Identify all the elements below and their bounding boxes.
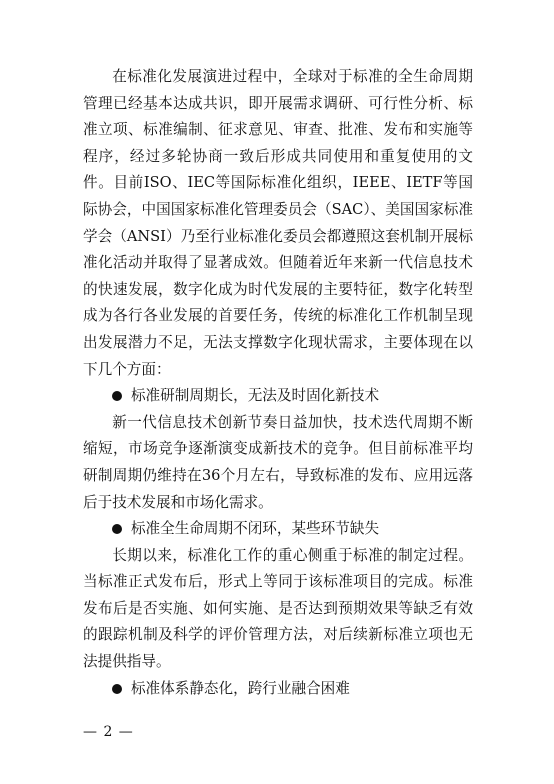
bullet-dot-icon (112, 524, 122, 534)
bullet-item-3 (83, 676, 473, 703)
bullet-text-1: 标准研制周期长，无法及时固化新技术 (130, 387, 380, 405)
body-text (83, 64, 473, 702)
bullet-dot-icon (112, 684, 122, 694)
page-number: — 2 — (83, 724, 134, 740)
bullet-item-1 (83, 383, 473, 410)
bullet-item-2 (83, 516, 473, 543)
bullet-text-3: 标准体系静态化，跨行业融合困难 (130, 679, 350, 697)
bullet-text-2: 标准全生命周期不闭环，某些环节缺失 (130, 520, 380, 538)
bullet-dot-icon (112, 391, 122, 401)
paragraph-1: 新一代信息技术创新节奏日益加快，技术迭代周期不断缩短，市场竞争逐渐演变成新技术的竞争。但目前标准平均研制周期仍维持在36个月左右，导致标准的发布、应用远落后于技术发展和市场化需求。 (83, 413, 473, 511)
paragraph-2: 长期以来，标准化工作的重心侧重于标准的制定过程。当标准正式发布后，形式上等同于该标准项目的完成。标准发布后是否实施、如何实施、是否达到预期效果等缺乏有效的跟踪机制及科学的评价管理方法，对后续新标准立项也无法提供指导。 (83, 546, 473, 671)
intro-paragraph: 在标准化发展演进过程中，全球对于标准的全生命周期管理已经基本达成共识，即开展需求调研、可行性分析、标准立项、标准编制、征求意见、审查、批准、发布和实施等程序，经过多轮协商一致后形成共同使用和重复使用的文件。目前ISO、IEC等国际标准化组织，IEEE、IETF等国际协会，中国国家标准化管理委员会（SAC）、美国国家标准学会（ANSI）乃至行业标准化委员会都遵照这套机制开展标准化活动并取得了显著成效。但随着近年来新一代信息技术的快速发展，数字化成为时代发展的主要特征，数字化转型成为各行各业发展的首要任务，传统的标准化工作机制呈现出发展潜力不足，无法支撑数字化现状需求，主要体现在以下几个方面： (83, 68, 473, 378)
